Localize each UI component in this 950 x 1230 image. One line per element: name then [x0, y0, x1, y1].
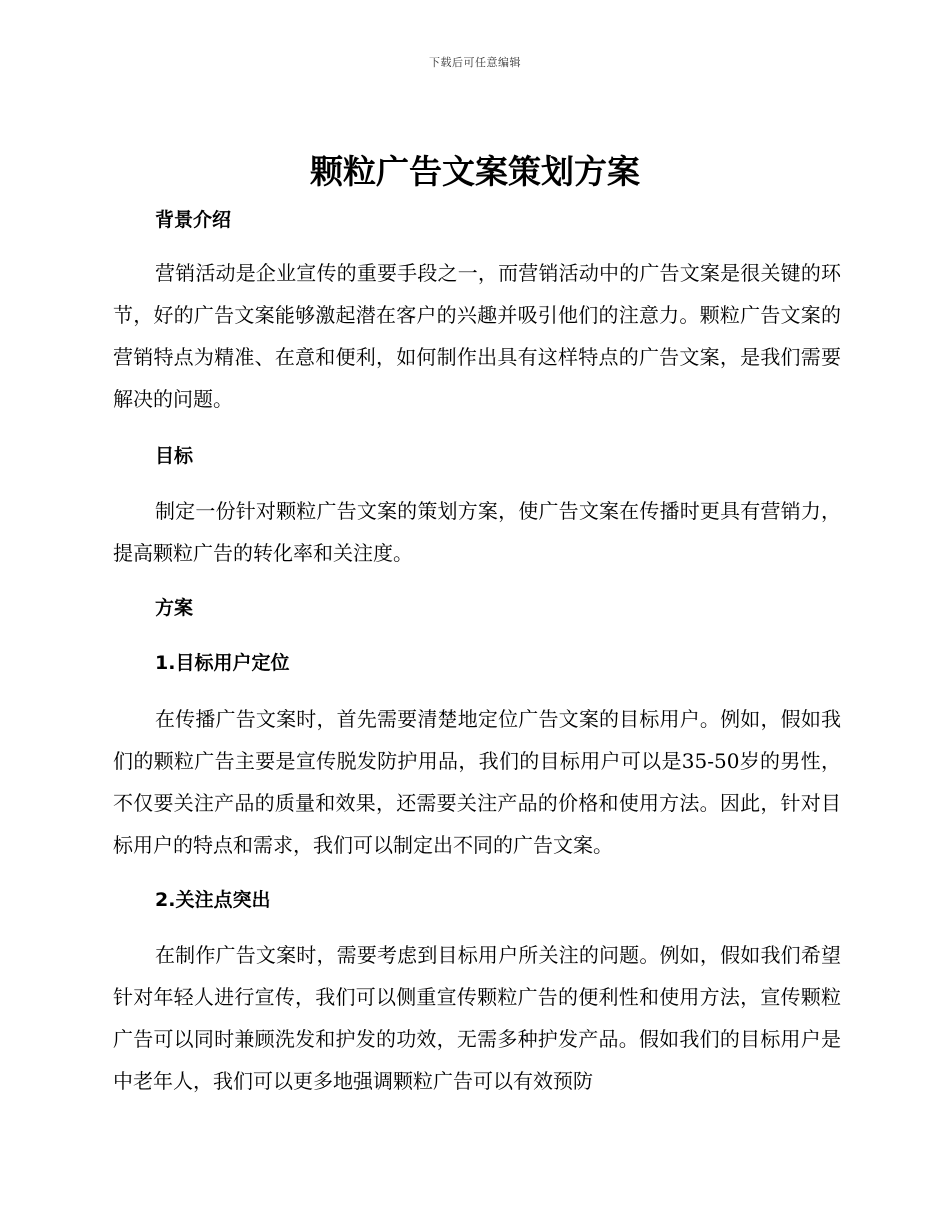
- section-paragraph-focus-points: 在制作广告文案时，需要考虑到目标用户所关注的问题。例如，假如我们希望针对年轻人进行宣传，我们可以侧重宣传颗粒广告的便利性和使用方法，宣传颗粒广告可以同时兼顾洗发和护发的功效，无需多种护发产品。假如我们的目标用户是中老年人，我们可以更多地强调颗粒广告可以有效预防: [113, 943, 841, 1093]
- page-header-note: 下载后可任意编辑: [429, 56, 521, 69]
- section-paragraph-background: 营销活动是企业宣传的重要手段之一，而营销活动中的广告文案是很关键的环节，好的广告文案能够激起潜在客户的兴趣并吸引他们的注意力。颗粒广告文案的营销特点为精准、在意和便利，如何制作出具有这样特点的广告文案，是我们需要解决的问题。: [113, 261, 841, 411]
- section-paragraph-target-users: 在传播广告文案时，首先需要清楚地定位广告文案的目标用户。例如，假如我们的颗粒广告主要是宣传脱发防护用品，我们的目标用户可以是35-50岁的男性，不仅要关注产品的质量和效果，还需要关注产品的价格和使用方法。因此，针对目标用户的特点和需求，我们可以制定出不同的广告文案。: [113, 707, 841, 857]
- section-paragraph-goal: 制定一份针对颗粒广告文案的策划方案，使广告文案在传播时更具有营销力，提高颗粒广告的转化率和关注度。: [113, 499, 841, 565]
- section-heading-plan: 方案: [155, 597, 194, 619]
- document-title: 颗粒广告文案策划方案: [310, 152, 640, 191]
- section-heading-target-users: 1.目标用户定位: [155, 652, 290, 674]
- section-heading-focus-points: 2.关注点突出: [155, 889, 271, 911]
- section-heading-background: 背景介绍: [155, 209, 232, 231]
- section-heading-goal: 目标: [155, 445, 194, 467]
